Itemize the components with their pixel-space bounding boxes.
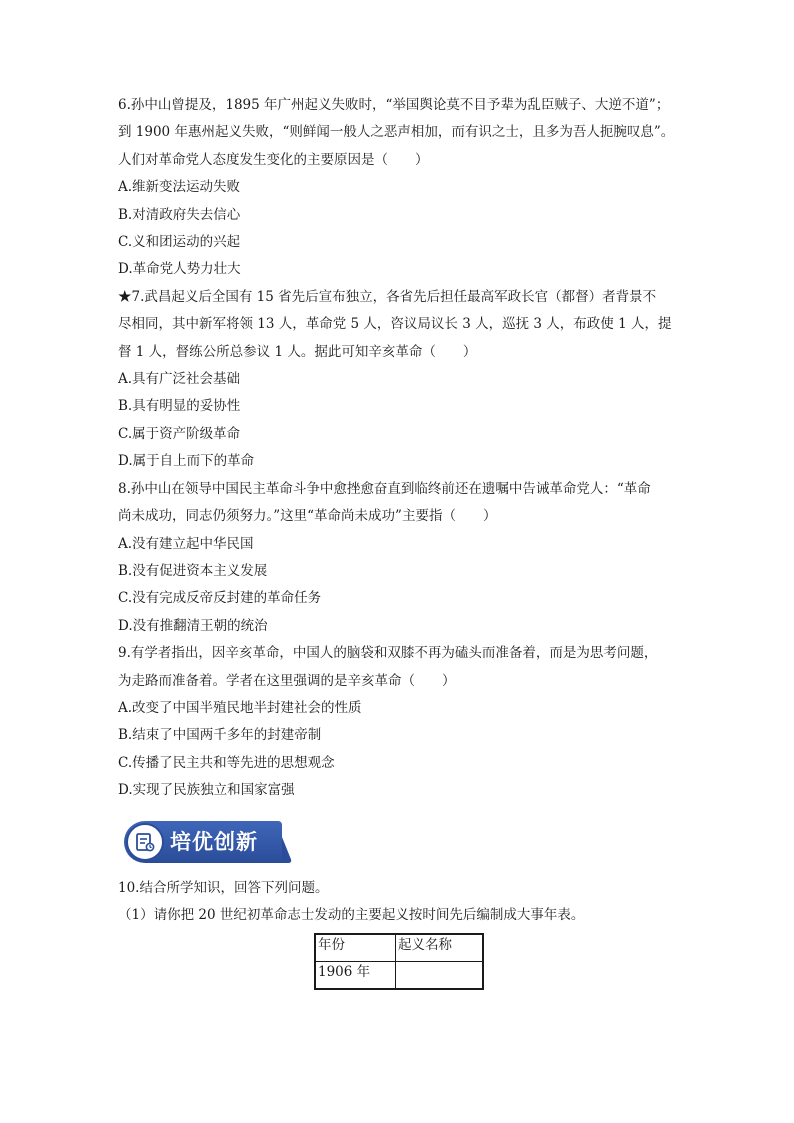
question-7-stem-line-1: ★7.武昌起义后全国有 15 省先后宣布独立，各省先后担任最高军政长官（都督）者背景不 bbox=[118, 288, 657, 305]
question-9-stem-line-1: 9.有学者指出，因辛亥革命，中国人的脑袋和双膝不再为磕头而准备着，而是为思考问题， bbox=[118, 645, 658, 662]
table-header-uprising-name: 起义名称 bbox=[396, 934, 484, 962]
question-7 bbox=[118, 284, 678, 476]
table-row bbox=[315, 962, 483, 990]
question-9 bbox=[118, 640, 678, 804]
question-7-stem-line-2: 尽相同，其中新军将领 13 人，革命党 5 人，咨议局议长 3 人，巡抚 3 人，布政使 1 人，提 bbox=[118, 316, 672, 333]
table-cell-year: 1906 年 bbox=[315, 962, 396, 990]
question-7-option-a: A.具有广泛社会基础 bbox=[118, 371, 241, 388]
question-6-stem-line-3: 人们对革命党人态度发生变化的主要原因是（ ） bbox=[118, 151, 429, 168]
section-banner-title: 培优创新 bbox=[170, 829, 258, 854]
question-8-option-d: D.没有推翻清王朝的统治 bbox=[118, 617, 268, 634]
question-10 bbox=[118, 875, 678, 991]
table-header-year: 年份 bbox=[315, 934, 396, 962]
question-9-option-d: D.实现了民族独立和国家富强 bbox=[118, 782, 295, 799]
table-cell-uprising-name[interactable] bbox=[396, 962, 484, 990]
pen-document-icon bbox=[126, 823, 164, 861]
question-8-option-a: A.没有建立起中华民国 bbox=[118, 535, 254, 552]
question-content bbox=[118, 92, 678, 990]
question-6-option-c: C.义和团运动的兴起 bbox=[118, 234, 241, 251]
question-6-option-d: D.革命党人势力壮大 bbox=[118, 261, 241, 278]
question-9-option-c: C.传播了民主共和等先进的思想观念 bbox=[118, 754, 335, 771]
question-7-option-d: D.属于自上而下的革命 bbox=[118, 453, 255, 470]
question-7-option-c: C.属于资产阶级革命 bbox=[118, 425, 241, 442]
question-8-stem-line-2: 尚未成功，同志仍须努力。”这里“革命尚未成功”主要指（ ） bbox=[118, 508, 497, 525]
question-8-option-b: B.没有促进资本主义发展 bbox=[118, 562, 268, 579]
question-6-option-b: B.对清政府失去信心 bbox=[118, 206, 241, 223]
question-6-stem-line-1: 6.孙中山曾提及，1895 年广州起义失败时，“举国舆论莫不目予辈为乱臣贼子、大逆不道”； bbox=[118, 97, 670, 113]
question-6-stem-line-2: 到 1900 年惠州起义失败，“则鲜闻一般人之恶声相加，而有识之士，且多为吾人扼腕叹息”。 bbox=[118, 124, 675, 141]
timeline-table bbox=[314, 933, 484, 990]
section-banner bbox=[124, 821, 289, 865]
question-6-option-a: A.维新变法运动失败 bbox=[118, 179, 241, 196]
question-6 bbox=[118, 92, 678, 284]
table-header-row bbox=[315, 934, 483, 962]
question-7-option-b: B.具有明显的妥协性 bbox=[118, 398, 241, 415]
question-8 bbox=[118, 476, 678, 640]
question-9-option-b: B.结束了中国两千多年的封建帝制 bbox=[118, 727, 322, 744]
question-10-stem: 10.结合所学知识，回答下列问题。 bbox=[118, 879, 329, 896]
question-8-stem-line-1: 8.孙中山在领导中国民主革命斗争中愈挫愈奋直到临终前还在遗嘱中告诫革命党人：“革命 bbox=[118, 480, 651, 497]
question-8-option-c: C.没有完成反帝反封建的革命任务 bbox=[118, 590, 322, 607]
question-9-stem-line-2: 为走路而准备着。学者在这里强调的是辛亥革命（ ） bbox=[118, 672, 456, 689]
question-9-option-a: A.改变了中国半殖民地半封建社会的性质 bbox=[118, 699, 362, 716]
question-7-stem-line-3: 督 1 人，督练公所总参议 1 人。据此可知辛亥革命（ ） bbox=[118, 343, 477, 360]
question-10-sub-1: （1）请你把 20 世纪初革命志士发动的主要起义按时间先后编制成大事年表。 bbox=[118, 906, 585, 923]
